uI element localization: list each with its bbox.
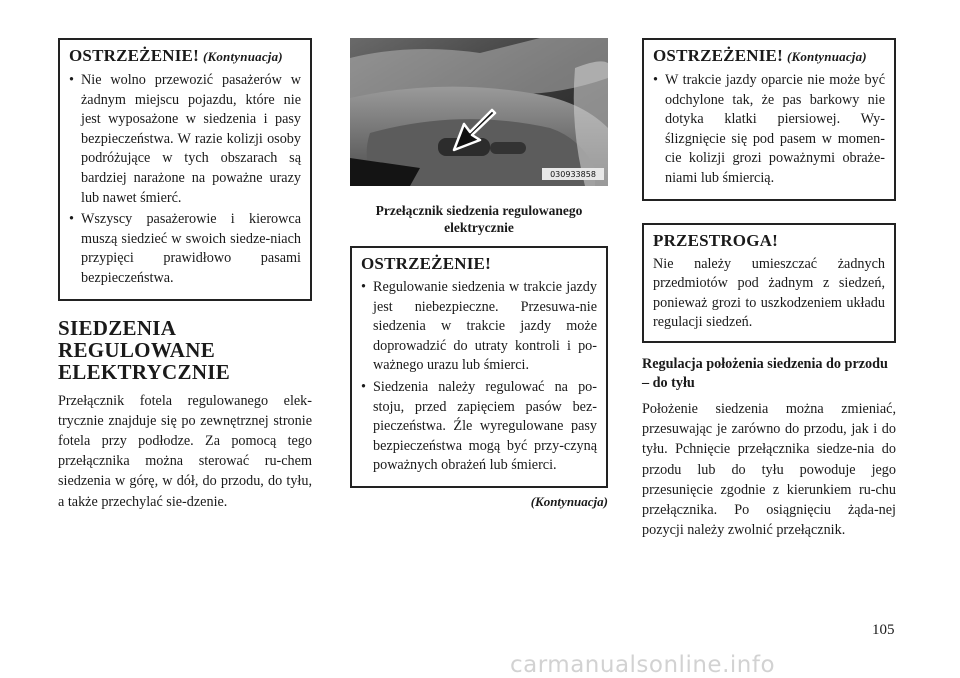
caution-box xyxy=(642,223,896,343)
warning-continuation: (Kontynuacja) xyxy=(202,49,283,64)
section-heading-line: ELEKTRYCZNIE xyxy=(58,359,231,384)
figure-code: 030933858 xyxy=(550,170,596,179)
section-heading-line: REGULOWANE xyxy=(58,337,216,362)
section-heading xyxy=(58,317,312,383)
section-heading-line: SIEDZENIA xyxy=(58,315,177,340)
warning-title xyxy=(69,46,301,67)
continued-note: (Kontynuacja) xyxy=(530,493,608,509)
caution-text: Nie należy umieszczać żadnych przedmiotów pod żadnym z siedzeń, ponieważ grozi to uszkodzeniem układu regulacji siedzeń. xyxy=(653,255,885,331)
warning-bullet: • Nie wolno przewozić pasażerów w żadnym miejscu pojazdu, które nie jest wyposażone w siedzenia i pasy bezpieczeństwa. W razie kolizji osoby podróżujące w tych obszarach są bardziej narażone na poważne urazy lub nawet śmierć. xyxy=(69,71,301,208)
seat-switch-photo xyxy=(350,38,608,186)
warning-box xyxy=(350,246,608,488)
warning-continuation: (Kontynuacja) xyxy=(786,49,867,64)
figure-caption: Przełącznik siedzenia regulowanego elektrycznie xyxy=(375,203,583,235)
column-left xyxy=(58,38,312,512)
warning-box-continued xyxy=(58,38,312,301)
column-middle xyxy=(350,38,608,510)
seat-switch-illustration xyxy=(350,38,608,186)
subsection-paragraph: Położenie siedzenia można zmieniać, przesuwając je zarówno do przodu, jak i do tyłu. Pchnięcie przełącznika siedze-nia do przodu lub do tyłu powoduje jego przesunięcie zgodnie z kierunkiem ru-chu przełącznika. Po osiągnięciu żąda-nej pozycji należy zwolnić przełącznik. xyxy=(642,400,896,539)
subsection-heading: Regulacja położenia siedzenia do przodu – do tyłu xyxy=(642,355,888,391)
warning-bullets xyxy=(69,71,301,289)
caution-title: PRZESTROGA! xyxy=(653,230,778,250)
warning-box-continued xyxy=(642,38,896,201)
warning-bullet: • Wszyscy pasażerowie i kierowca muszą siedzieć w swoich siedze-niach przypięci prawidłowo pasami bezpieczeństwa. xyxy=(69,210,301,288)
watermark: carmanualsonline.info xyxy=(510,652,776,678)
warning-bullet: • W trakcie jazdy oparcie nie może być odchylone tak, że pas barkowy nie dotyka klatki piersiowej. Wy-ślizgnięcie się pod pasem w momen-cie kolizji grozi poważnymi obraże-niami lub śmiercią. xyxy=(653,71,885,189)
warning-title xyxy=(361,254,597,274)
warning-title-text: OSTRZEŻENIE! xyxy=(69,46,199,65)
warning-title xyxy=(653,46,885,67)
warning-bullet: • Siedzenia należy regulować na po-stoju, przed zapięciem pasów bez-pieczeństwa. Źle wyregulowane pasy bezpieczeństwa mogą być przy-czyną poważnych obrażeń lub śmierci. xyxy=(361,378,597,476)
warning-title-text: OSTRZEŻENIE! xyxy=(361,254,491,273)
section-paragraph: Przełącznik fotela regulowanego elek-trycznie znajduje się po zewnętrznej stronie fotela przy podłodze. Za pomocą tego przełącznika można sterować ru-chem siedzenia w górę, w dół, do przodu, do tyłu, a także przechylać sie-dzenie. xyxy=(58,392,312,510)
warning-bullet: • Regulowanie siedzenia w trakcie jazdy jest niebezpieczne. Przesuwa-nie siedzenia w trakcie jazdy może doprowadzić do utraty kontroli i po-ważnego urazu lub śmierci. xyxy=(361,278,597,376)
page-number: 105 xyxy=(872,622,895,638)
warning-bullets xyxy=(361,278,597,476)
column-right xyxy=(642,38,896,540)
warning-title-text: OSTRZEŻENIE! xyxy=(653,46,783,65)
warning-bullets xyxy=(653,71,885,189)
